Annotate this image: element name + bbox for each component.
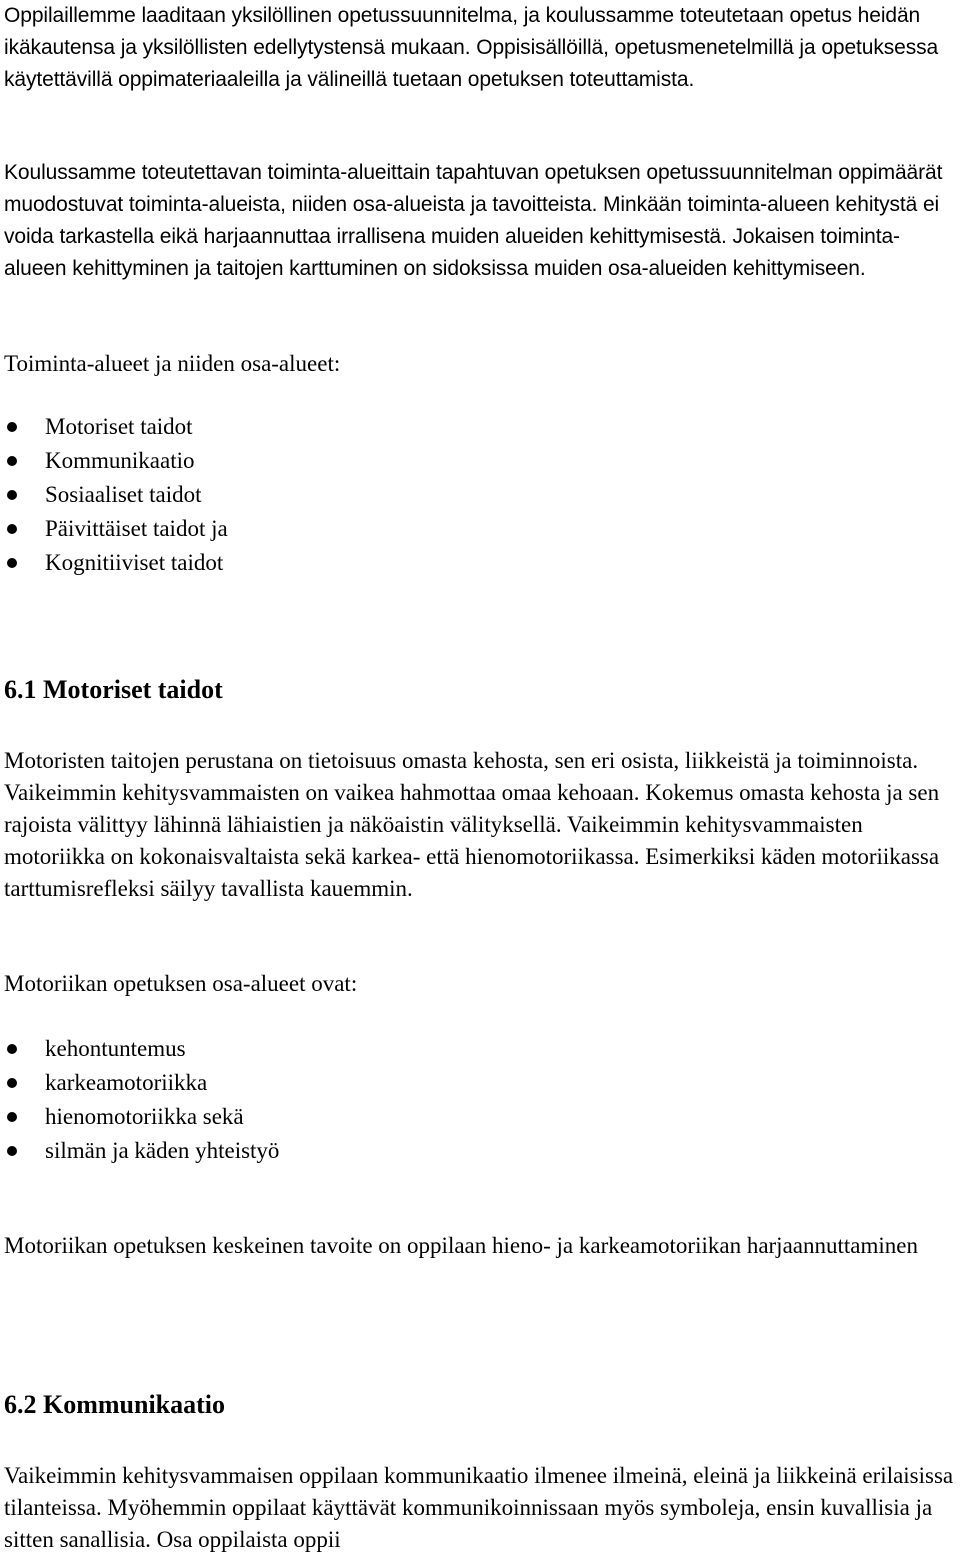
bullet-icon bbox=[7, 1078, 17, 1088]
areas-paragraph: Koulussamme toteutettavan toiminta-alueittain tapahtuvan opetuksen opetussuunnitelman oppimäärät muodostuvat toiminta-alueista, niiden osa-alueista ja tavoitteista. Minkään toiminta-alueen kehitystä ei voida tarkastella eikä harjaannuttaa irrallisena muiden alueiden kehittymisestä. Jokaisen toiminta-alueen kehittyminen ja taitojen karttuminen on sidoksissa muiden osa-alueiden kehittymiseen. bbox=[4, 161, 943, 280]
motor-subheading: Motoriikan opetuksen osa-alueet ovat: bbox=[4, 971, 358, 996]
bullet-icon bbox=[7, 1112, 17, 1122]
motor-list bbox=[4, 1032, 279, 1168]
bullet-icon bbox=[7, 1044, 17, 1054]
bullet-icon bbox=[7, 456, 17, 466]
areas-heading: Toiminta-alueet ja niiden osa-alueet: bbox=[4, 351, 341, 376]
list-item: hienomotoriikka sekä bbox=[4, 1100, 279, 1134]
bullet-icon bbox=[7, 558, 17, 568]
communication-paragraph: Vaikeimmin kehitysvammaisen oppilaan kommunikaatio ilmenee ilmeinä, eleinä ja liikkeinä erilaisissa tilanteissa. Myöhemmin oppilaat käyttävät kommunikoinnissaan myös symboleja, ensin kuvallisia ja sitten sanallisia. Osa oppilaista oppii bbox=[4, 1463, 954, 1552]
intro-paragraph: Oppilaillemme laaditaan yksilöllinen opetussuunnitelma, ja koulussamme toteutetaan opetus heidän ikäkautensa ja yksilöllisten edellytystensä mukaan. Oppisisällöillä, opetusmenetelmillä ja opetuksessa käytettävillä oppimateriaaleilla ja välineillä tuetaan opetuksen toteuttamista. bbox=[4, 4, 939, 91]
list-item: Kommunikaatio bbox=[4, 444, 228, 478]
list-item: Motoriset taidot bbox=[4, 410, 228, 444]
list-item: kehontuntemus bbox=[4, 1032, 279, 1066]
bullet-icon bbox=[7, 422, 17, 432]
section-heading-6-2: 6.2 Kommunikaatio bbox=[4, 1390, 226, 1419]
motor-goal-paragraph: Motoriikan opetuksen keskeinen tavoite on oppilaan hieno- ja karkeamotoriikan harjaannuttaminen bbox=[4, 1233, 918, 1258]
list-item: Kognitiiviset taidot bbox=[4, 546, 228, 580]
list-item: silmän ja käden yhteistyö bbox=[4, 1134, 279, 1168]
section-heading-6-1: 6.1 Motoriset taidot bbox=[4, 675, 223, 704]
areas-list bbox=[4, 410, 228, 580]
bullet-icon bbox=[7, 524, 17, 534]
bullet-icon bbox=[7, 1146, 17, 1156]
list-item: karkeamotoriikka bbox=[4, 1066, 279, 1100]
motor-paragraph: Motoristen taitojen perustana on tietoisuus omasta kehosta, sen eri osista, liikkeistä ja toiminnoista. Vaikeimmin kehitysvammaisten on vaikea hahmottaa omaa kehoaan. Kokemus omasta kehosta ja sen rajoista välittyy lähinnä lähiaistien ja näköaistin välityksellä. Vaikeimmin kehitysvammaisten motoriikka on kokonaisvaltaista sekä karkea- että hienomotoriikassa. Esimerkiksi käden motoriikassa tarttumisrefleksi säilyy tavallista kauemmin. bbox=[4, 748, 940, 901]
bullet-icon bbox=[7, 490, 17, 500]
list-item: Sosiaaliset taidot bbox=[4, 478, 228, 512]
list-item: Päivittäiset taidot ja bbox=[4, 512, 228, 546]
